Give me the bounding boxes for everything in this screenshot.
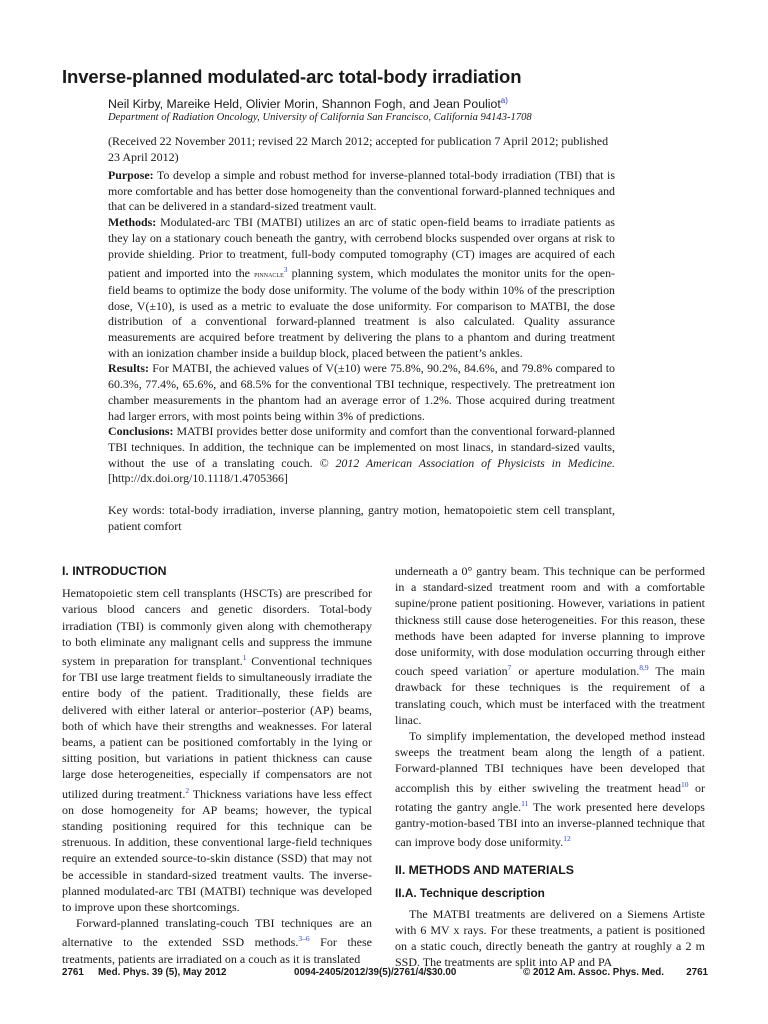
citation-link[interactable]: 11	[521, 798, 529, 808]
paragraph-text: The main drawback for these techniques is the requirement of a translating couch, which must be interfaced with the treatment linac.	[395, 664, 706, 727]
results-label: Results:	[108, 361, 149, 376]
citation-link[interactable]: 2	[185, 785, 190, 795]
paragraph-text: For these treatments, patients are irradiated on a couch as it is translated	[62, 935, 373, 966]
author-note-link[interactable]: a)	[500, 96, 508, 105]
citation-link[interactable]: 8,9	[639, 663, 649, 673]
paragraph-text: To simplify implementation, the developed method instead sweeps the treatment beam along the length of a patient. Forward-planned TBI techniques have been developed that accomplish this by either swiveling the treatment head	[395, 729, 705, 795]
paragraph-text: Conventional techniques for TBI use large treatment fields to simultaneously irradiate the entire body of the patient. Traditionally, these fields are delivered with either lateral or anterior–posterior (AP) beams, both of which have their strengths and weaknesses. For lateral beams, a patient can be positioned comfortably in the lying or sitting position, but variations in patient thickness can cause large dose heterogeneities, especially if compensators are not utilized during treatment.	[62, 654, 372, 801]
keywords: Key words: total-body irradiation, inverse planning, gantry motion, hematopoietic stem cell transplant, patient comfort	[108, 503, 615, 533]
paragraph-text: Forward-planned translating-couch TBI techniques are an alternative to the extended SSD methods.	[62, 916, 372, 950]
citation-link[interactable]: 10	[681, 779, 689, 789]
body-column-right	[395, 563, 705, 971]
purpose-label: Purpose:	[108, 168, 154, 182]
paragraph	[395, 563, 705, 728]
authors-text: Neil Kirby, Mareike Held, Olivier Morin, Shannon Fogh, and Jean Pouliot	[108, 97, 501, 112]
abstract	[108, 168, 615, 487]
paragraph	[62, 915, 372, 967]
methods-text-b: planning system, which modulates the monitor units for the open-field beams to optimize the body dose uniformity. The volume of the body within 10% of the prescription dose, V(±10), is used as a metric to evaluate the dose uniformity. For comparison to MATBI, the dose distribution of a conventional forward-planned treatment is also calculated. Quality assurance measurements are acquired before treatment by delivering the plans to a phantom and during treatment with an ionization chamber inside a buildup block, placed between the patient’s ankles.	[108, 266, 615, 360]
article-title: Inverse-planned modulated-arc total-body irradiation	[62, 66, 522, 87]
subsection-heading-technique: II.A. Technique description	[395, 885, 545, 900]
article-code: 0094-2405/2012/39(5)/2761/4/$30.00	[294, 967, 457, 978]
paragraph-text: underneath a 0° gantry beam. This technique can be performed in a standard-sized treatment room and with a comfortable supine/prone patient positioning. However, variations in patient thickness still cause dose heterogeneities. For this reason, these methods have been adapted for inverse planning to improve dose uniformity, with dose modulation occurring through either couch speed variation	[395, 564, 705, 679]
pinnacle-name: pinnacle	[254, 269, 284, 280]
citation-link[interactable]: 3–6	[298, 934, 310, 944]
author-list	[108, 96, 508, 111]
methods-ref: 3	[283, 265, 288, 275]
page-number-left: 2761	[62, 967, 84, 978]
page-number-right: 2761	[686, 967, 708, 978]
paragraph-text: Hematopoietic stem cell transplants (HSCTs) are prescribed for various blood cancers and genetic disorders. Total-body irradiation (TBI) is commonly given along with chemotherapy to both eliminate any malignant cells and suppress the immune system in preparation for transplant.	[62, 586, 372, 669]
conclusions-label: Conclusions:	[108, 424, 174, 439]
journal-citation: Med. Phys. 39 (5), May 2012	[98, 967, 227, 978]
received-dates: (Received 22 November 2011; revised 22 March 2012; accepted for publication 7 April 2012; published 23 April 2012)	[108, 134, 609, 164]
paragraph: The MATBI treatments are delivered on a Siemens Artiste with 6 MV x rays. For these treatments, a patient is positioned on a static couch, directly beneath the gantry at roughly a 2 m SSD. The treatments are split into AP and PA	[395, 906, 705, 970]
paragraph-text: or rotating the gantry angle.	[395, 780, 706, 814]
affiliation: Department of Radiation Oncology, University of California San Francisco, California 94143-1708	[108, 112, 532, 123]
footer-copyright: © 2012 Am. Assoc. Phys. Med.	[523, 967, 664, 978]
paragraph	[62, 585, 372, 915]
page-footer	[62, 967, 708, 981]
paragraph-text: or aperture modulation.	[518, 664, 640, 679]
citation-link[interactable]: 7	[507, 663, 512, 673]
methods-label: Methods:	[108, 215, 157, 230]
conclusions-text: MATBI provides better dose uniformity and comfort than the conventional forward-planned TBI techniques. In addition, the technique can be implemented on most linacs, in standard-sized vaults, without the use of a translating couch.	[108, 424, 615, 470]
paragraph-text: Thickness variations have less effect on dose homogeneity for AP beams; however, the typical standing positioning required for this technique can be strenuous. In addition, these conventional large-field techniques require an extended source-to-skin distance (SSD) that may not be accessible in standard-sized treatment vaults. The inverse-planned modulated-arc TBI (MATBI) technique was developed to improve upon these shortcomings.	[62, 786, 372, 915]
purpose-text: To develop a simple and robust method for inverse-planned total-body irradiation (TBI) that is more comfortable and has better dose homogeneity than the conventional forward-planned techniques and that can be delivered in a standard-sized treatment vault.	[108, 168, 615, 214]
abstract-copyright: © 2012 American Association of Physicists in Medicine.	[319, 455, 615, 470]
citation-link[interactable]: 12	[563, 834, 571, 844]
section-heading-introduction: I. INTRODUCTION	[62, 564, 167, 578]
section-heading-methods: II. METHODS AND MATERIALS	[395, 863, 574, 878]
doi-link[interactable]: [http://dx.doi.org/10.1118/1.4705366]	[108, 471, 288, 486]
methods-text-a: Modulated-arc TBI (MATBI) utilizes an arc of static open-field beams to irradiate patients as they lay on a stationary couch beneath the gantry, with cerrobend blocks suspended over organs at risk to provide shielding. Prior to treatment, full-body computed tomography (CT) images are acquired of each patient and imported into the	[108, 215, 615, 281]
citation-link[interactable]: 1	[242, 653, 247, 663]
paragraph	[395, 728, 705, 850]
paragraph-text: The work presented here develops gantry-motion-based TBI into an inverse-planned technique that can improve body dose uniformity.	[395, 799, 705, 850]
body-column-left	[62, 563, 372, 967]
results-text: For MATBI, the achieved values of V(±10) were 75.8%, 90.2%, 84.6%, and 79.8% compared to 60.3%, 77.4%, 65.6%, and 68.5% for the conventional TBI technique, respectively. The pretreatment ion chamber measurements in the phantom had an average error of 1.2%. Those acquired during treatment had larger errors, with most points being within 3% of predictions.	[108, 361, 615, 423]
